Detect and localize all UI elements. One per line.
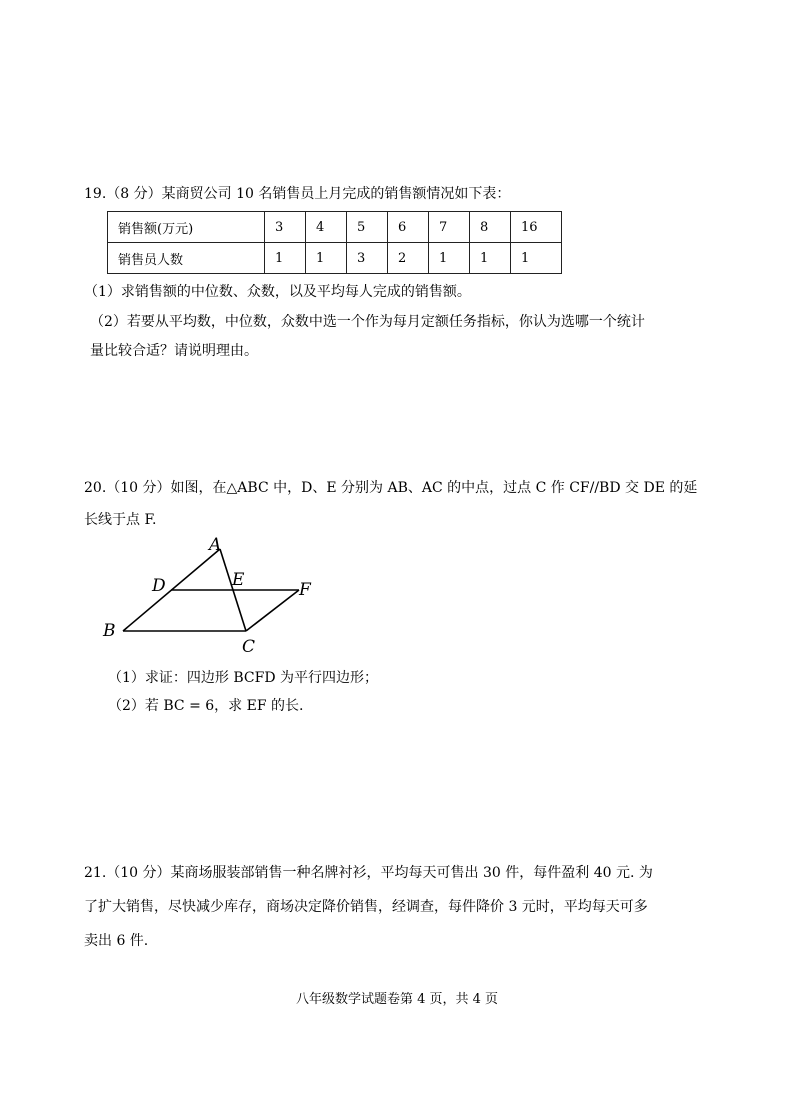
table-cell: 3 [265, 212, 306, 243]
table-cell: 6 [388, 212, 429, 243]
q20-part1: （1）求证：四边形 BCFD 为平行四边形； [108, 670, 379, 686]
table-row-header: 销售额(万元) [108, 212, 265, 243]
table-cell: 2 [388, 243, 429, 274]
table-cell: 3 [347, 243, 388, 274]
q21-line3: 卖出 6 件. [84, 933, 149, 949]
segment-cf [246, 590, 299, 631]
q20-header-line2: 长线于点 F. [84, 512, 157, 528]
table-cell: 1 [265, 243, 306, 274]
label-f: F [299, 580, 311, 600]
q20-part2: （2）若 BC = 6，求 EF 的长. [108, 698, 304, 714]
page-footer: 八年级数学试题卷第 4 页，共 4 页 [295, 992, 499, 1007]
table-cell: 7 [429, 212, 470, 243]
q19-part2-line2: 量比较合适？请说明理由。 [90, 343, 258, 359]
label-c: C [242, 637, 256, 657]
label-d: D [152, 576, 166, 596]
table-cell: 16 [511, 212, 562, 243]
table-cell: 4 [306, 212, 347, 243]
q21-line2: 了扩大销售，尽快减少库存，商场决定降价销售，经调查，每件降价 3 元时，平均每天可多 [84, 899, 648, 915]
q19-part2-line1: （2）若要从平均数，中位数，众数中选一个作为每月定额任务指标，你认为选哪一个统计 [90, 314, 645, 330]
triangle-parallelogram-figure [96, 532, 356, 660]
table-cell: 1 [470, 243, 511, 274]
q19-part1: （1）求销售额的中位数、众数，以及平均每人完成的销售额。 [84, 284, 471, 300]
table-cell: 5 [347, 212, 388, 243]
table-cell: 1 [429, 243, 470, 274]
label-b: B [103, 621, 116, 641]
table-cell: 1 [511, 243, 562, 274]
q20-header-line1: 20.（10 分）如图，在△ABC 中，D、E 分别为 AB、AC 的中点，过点 C 作 CF//BD 交 DE 的延 [84, 480, 698, 496]
table-row [108, 212, 562, 243]
label-a: A [209, 535, 222, 555]
sales-table [107, 211, 562, 274]
table-row [108, 243, 562, 274]
table-cell: 1 [306, 243, 347, 274]
table-cell: 8 [470, 212, 511, 243]
q21-line1: 21.（10 分）某商场服装部销售一种名牌衬衫，平均每天可售出 30 件，每件盈利 40 元. 为 [84, 865, 653, 881]
q19-header: 19.（8 分）某商贸公司 10 名销售员上月完成的销售额情况如下表： [84, 186, 511, 202]
table-row-header: 销售员人数 [108, 243, 265, 274]
label-e: E [232, 570, 245, 590]
